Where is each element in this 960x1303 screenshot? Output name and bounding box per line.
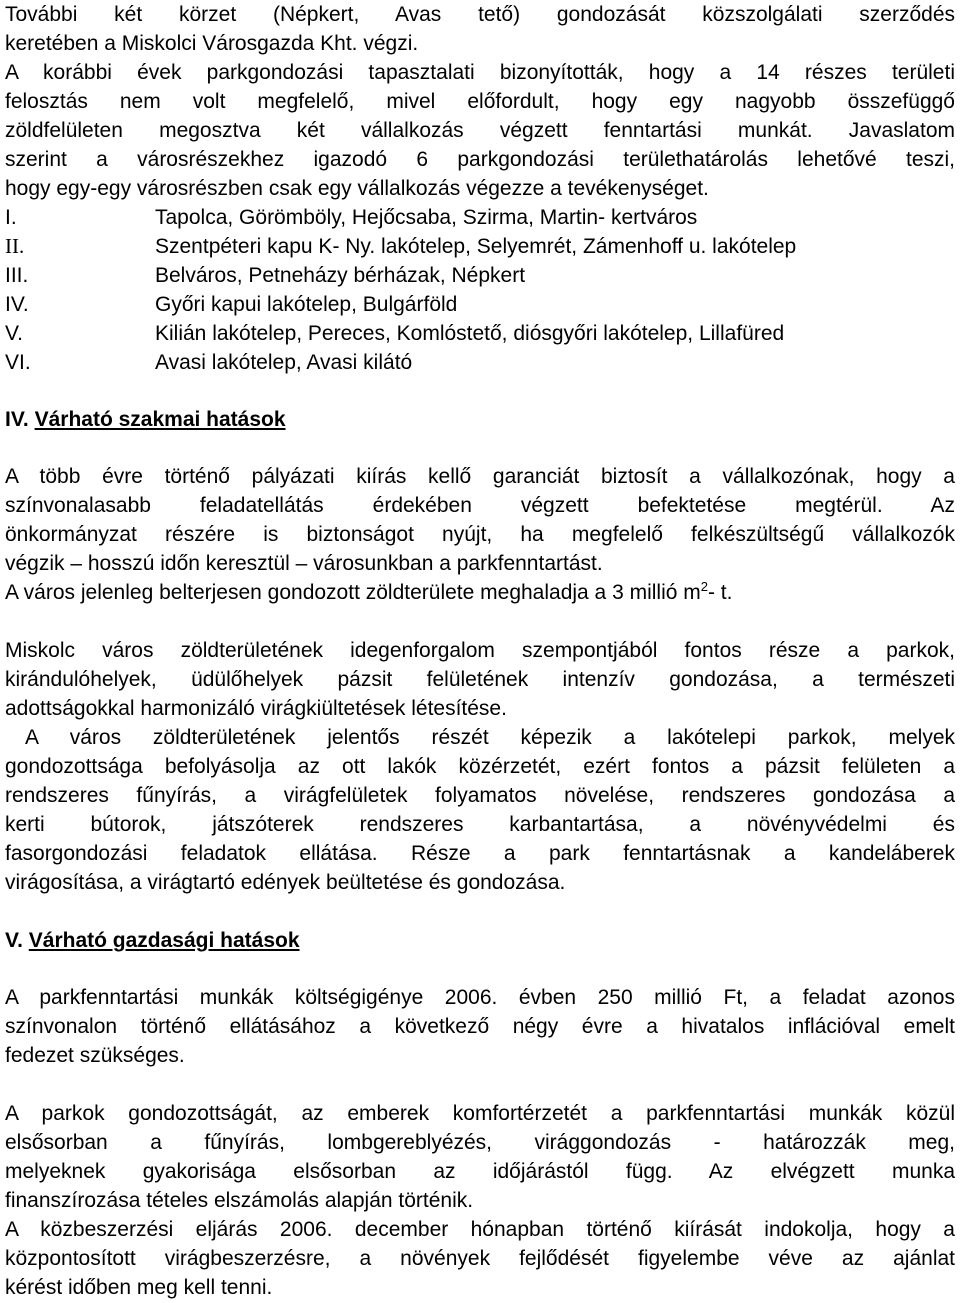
text-line: zöldfelületen megosztva két vállalkozás végzett fenntartási munkát. Javaslatom — [5, 119, 955, 142]
text-line: színvonalon történő ellátásához a következő négy évre a hivatalos inflációval emelt — [5, 1015, 955, 1038]
text-line: színvonalasabb feladatellátás érdekében végzett befektetése megtérül. Az — [5, 494, 955, 517]
text-line: gondozottsága befolyásolja az ott lakók közérzetét, ezért fontos a pázsit felületen a — [5, 755, 955, 778]
list-item-number: V. — [5, 322, 23, 345]
list-item-text: Tapolca, Görömböly, Hejőcsaba, Szirma, Martin- kertváros — [155, 206, 698, 229]
list-item-number: IV. — [5, 293, 29, 316]
text-line: adottságokkal harmonizáló virágkiültetések létesítése. — [5, 697, 507, 720]
text-line: felosztás nem volt megfelelő, mivel előfordult, hogy egy nagyobb összefüggő — [5, 90, 955, 113]
list-item-text: Győri kapui lakótelep, Bulgárföld — [155, 293, 458, 316]
section-number: V. — [5, 929, 23, 952]
text-line: végzik – hosszú időn keresztül – városunkban a parkfenntartást. — [5, 552, 603, 575]
text-line: A korábbi évek parkgondozási tapasztalati bizonyították, hogy a 14 részes területi — [5, 61, 955, 84]
text-segment: - t. — [707, 581, 733, 604]
paragraph-iv-2 — [5, 578, 732, 607]
text-line: finanszírozása tételes elszámolás alapján történik. — [5, 1189, 474, 1212]
text-line: A parkok gondozottságát, az emberek komfortérzetét a parkfenntartási munkák közül — [5, 1102, 955, 1125]
text-line: A parkfenntartási munkák költségigénye 2006. évben 250 millió Ft, a feladat azonos — [5, 986, 955, 1009]
text-line: elsősorban a fűnyírás, lombgereblyézés, virággondozás - határozzák meg, — [5, 1131, 955, 1154]
text-line: Miskolc város zöldterületének idegenforgalom szempontjából fontos része a parkok, — [5, 639, 955, 662]
text-line: központosított virágbeszerzésre, a növények fejlődését figyelembe véve az ajánlat — [5, 1247, 955, 1270]
text-line: hogy egy-egy városrészben csak egy vállalkozás végezze a tevékenységet. — [5, 177, 709, 200]
text-line: önkormányzat részére is biztonságot nyújt, ha megfelelő felkészültségű vállalkozók — [5, 523, 955, 546]
section-heading-iv — [5, 405, 286, 434]
list-item-number: III. — [5, 264, 29, 287]
section-title: Várható szakmai hatások — [34, 408, 286, 431]
list-item-text: Avasi lakótelep, Avasi kilátó — [155, 351, 413, 374]
text-line: virágosítása, a virágtartó edények beültetése és gondozása. — [5, 871, 566, 894]
text-line: melyeknek gyakorisága elsősorban az időjárástól függ. Az elvégzett munka — [5, 1160, 955, 1183]
text-line: A több évre történő pályázati kiírás kellő garanciát biztosít a vállalkozónak, hogy a — [5, 465, 955, 488]
text-line: A város zöldterületének jelentős részét képezik a lakótelepi parkok, melyek — [25, 726, 955, 749]
text-line: szerint a városrészekhez igazodó 6 parkgondozási területhatárolás lehetővé teszi, — [5, 148, 955, 171]
text-line: fasorgondozási feladatok ellátása. Része a park fenntartásnak a kandeláberek — [5, 842, 955, 865]
text-line: A közbeszerzési eljárás 2006. december hónapban történő kiírását indokolja, hogy a — [5, 1218, 955, 1241]
text-line: További két körzet (Népkert, Avas tető) gondozását közszolgálati szerződés — [5, 3, 955, 26]
text-line: keretében a Miskolci Városgazda Kht. végzi. — [5, 32, 419, 55]
list-item-text: Kilián lakótelep, Pereces, Komlóstető, diósgyőri lakótelep, Lillafüred — [155, 322, 785, 345]
text-segment: A város jelenleg belterjesen gondozott zöldterülete meghaladja a 3 millió m — [5, 581, 701, 604]
section-number: IV. — [5, 408, 29, 431]
text-line: fedezet szükséges. — [5, 1044, 185, 1067]
superscript: 2 — [700, 579, 708, 594]
list-item-text: Belváros, Petneházy bérházak, Népkert — [155, 264, 526, 287]
section-heading-v — [5, 926, 300, 955]
list-item-text: Szentpéteri kapu K- Ny. lakótelep, Selyemrét, Zámenhoff u. lakótelep — [155, 235, 797, 258]
text-line: rendszeres fűnyírás, a virágfelületek folyamatos növelése, rendszeres gondozása a — [5, 784, 955, 807]
section-title: Várható gazdasági hatások — [28, 929, 300, 952]
text-line: kirándulóhelyek, üdülőhelyek pázsit felületének intenzív gondozása, a természeti — [5, 668, 955, 691]
text-line: kerti bútorok, játszóterek rendszeres karbantartása, a növényvédelmi és — [5, 813, 955, 836]
list-item-number: VI. — [5, 351, 31, 374]
text-line: kérést időben meg kell tenni. — [5, 1276, 273, 1299]
list-item-number: II. — [5, 234, 25, 258]
list-item-number: I. — [5, 206, 17, 229]
